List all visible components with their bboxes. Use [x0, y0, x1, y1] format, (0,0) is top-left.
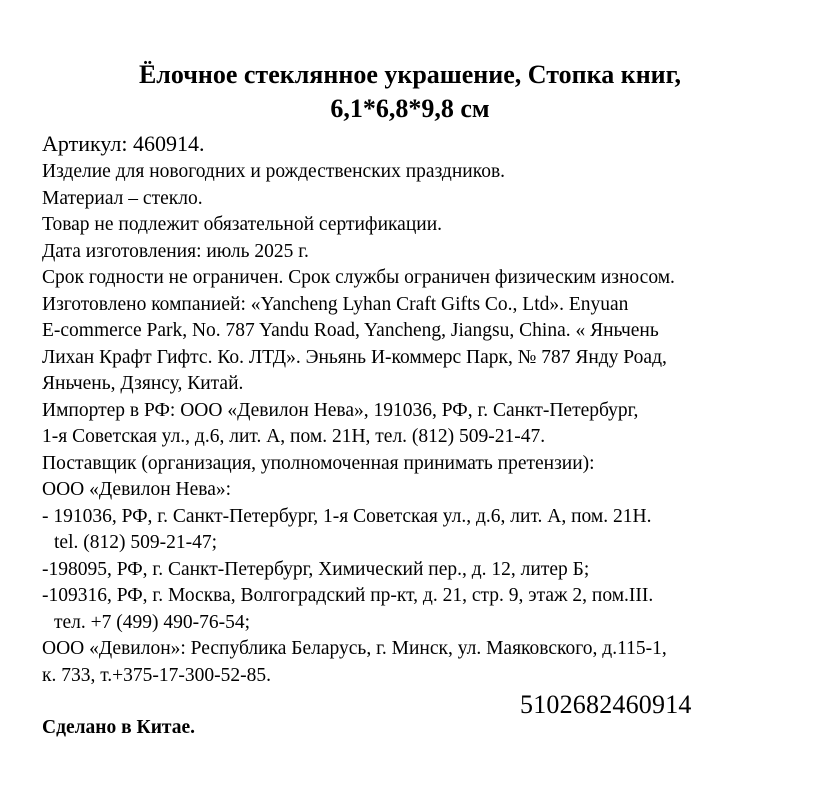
manufacturer-line-4: Яньчень, Дзянсу, Китай.	[42, 373, 244, 394]
country-of-origin: Сделано в Китае.	[42, 717, 196, 738]
supplier-address-2: -198095, РФ, г. Санкт-Петербург, Химический пер., д. 12, литер Б;	[42, 558, 590, 580]
shelf-life-line: Срок годности не ограничен. Срок службы ограничен физическим износом.	[42, 267, 675, 288]
supplier-name: ООО «Девилон Нева»:	[42, 479, 232, 500]
manufacturer-line-1: Изготовлено компанией: «Yancheng Lyhan Craft Gifts Co., Ltd». Enyuan	[42, 293, 629, 315]
article-number: Артикул: 460914.	[42, 131, 205, 156]
importer-line-2: 1-я Советская ул., д.6, лит. А, пом. 21Н, тел. (812) 509-21-47.	[42, 426, 546, 447]
supplier-phone-1: tel. (812) 509-21-47;	[54, 532, 218, 553]
belarus-supplier-line-2: к. 733, т.+375-17-300-52-85.	[42, 664, 272, 686]
label-body	[42, 159, 782, 689]
supplier-phone-3: тел. +7 (499) 490-76-54;	[54, 611, 251, 633]
manufacture-date-line: Дата изготовления: июль 2025 г.	[42, 240, 309, 262]
certification-line: Товар не подлежит обязательной сертификации.	[42, 214, 443, 235]
belarus-supplier-line-1: ООО «Девилон»: Республика Беларусь, г. Минск, ул. Маяковского, д.115-1,	[42, 638, 667, 659]
supplier-address-1: - 191036, РФ, г. Санкт-Петербург, 1-я Советская ул., д.6, лит. А, пом. 21Н.	[42, 505, 652, 527]
product-title-line-1: Ёлочное стеклянное украшение, Стопка книг,	[138, 60, 682, 89]
material-line: Материал – стекло.	[42, 187, 203, 209]
manufacturer-line-3: Лихан Крафт Гифтс. Ко. ЛТД». Эньянь И-коммерс Парк, № 787 Янду Роад,	[42, 346, 667, 368]
supplier-address-3: -109316, РФ, г. Москва, Волгоградский пр-кт, д. 21, стр. 9, этаж 2, пом.III.	[42, 585, 654, 606]
product-title-line-2: 6,1*6,8*9,8 см	[330, 94, 490, 123]
product-title	[0, 58, 820, 126]
importer-line-1: Импортер в РФ: ООО «Девилон Нева», 191036, РФ, г. Санкт-Петербург,	[42, 399, 639, 421]
manufacturer-line-2: E-commerce Park, No. 787 Yandu Road, Yancheng, Jiangsu, China. « Яньчень	[42, 320, 659, 341]
supplier-heading: Поставщик (организация, уполномоченная принимать претензии):	[42, 452, 595, 474]
barcode-number: 5102682460914	[520, 690, 692, 719]
purpose-line: Изделие для новогодних и рождественских праздников.	[42, 161, 506, 182]
